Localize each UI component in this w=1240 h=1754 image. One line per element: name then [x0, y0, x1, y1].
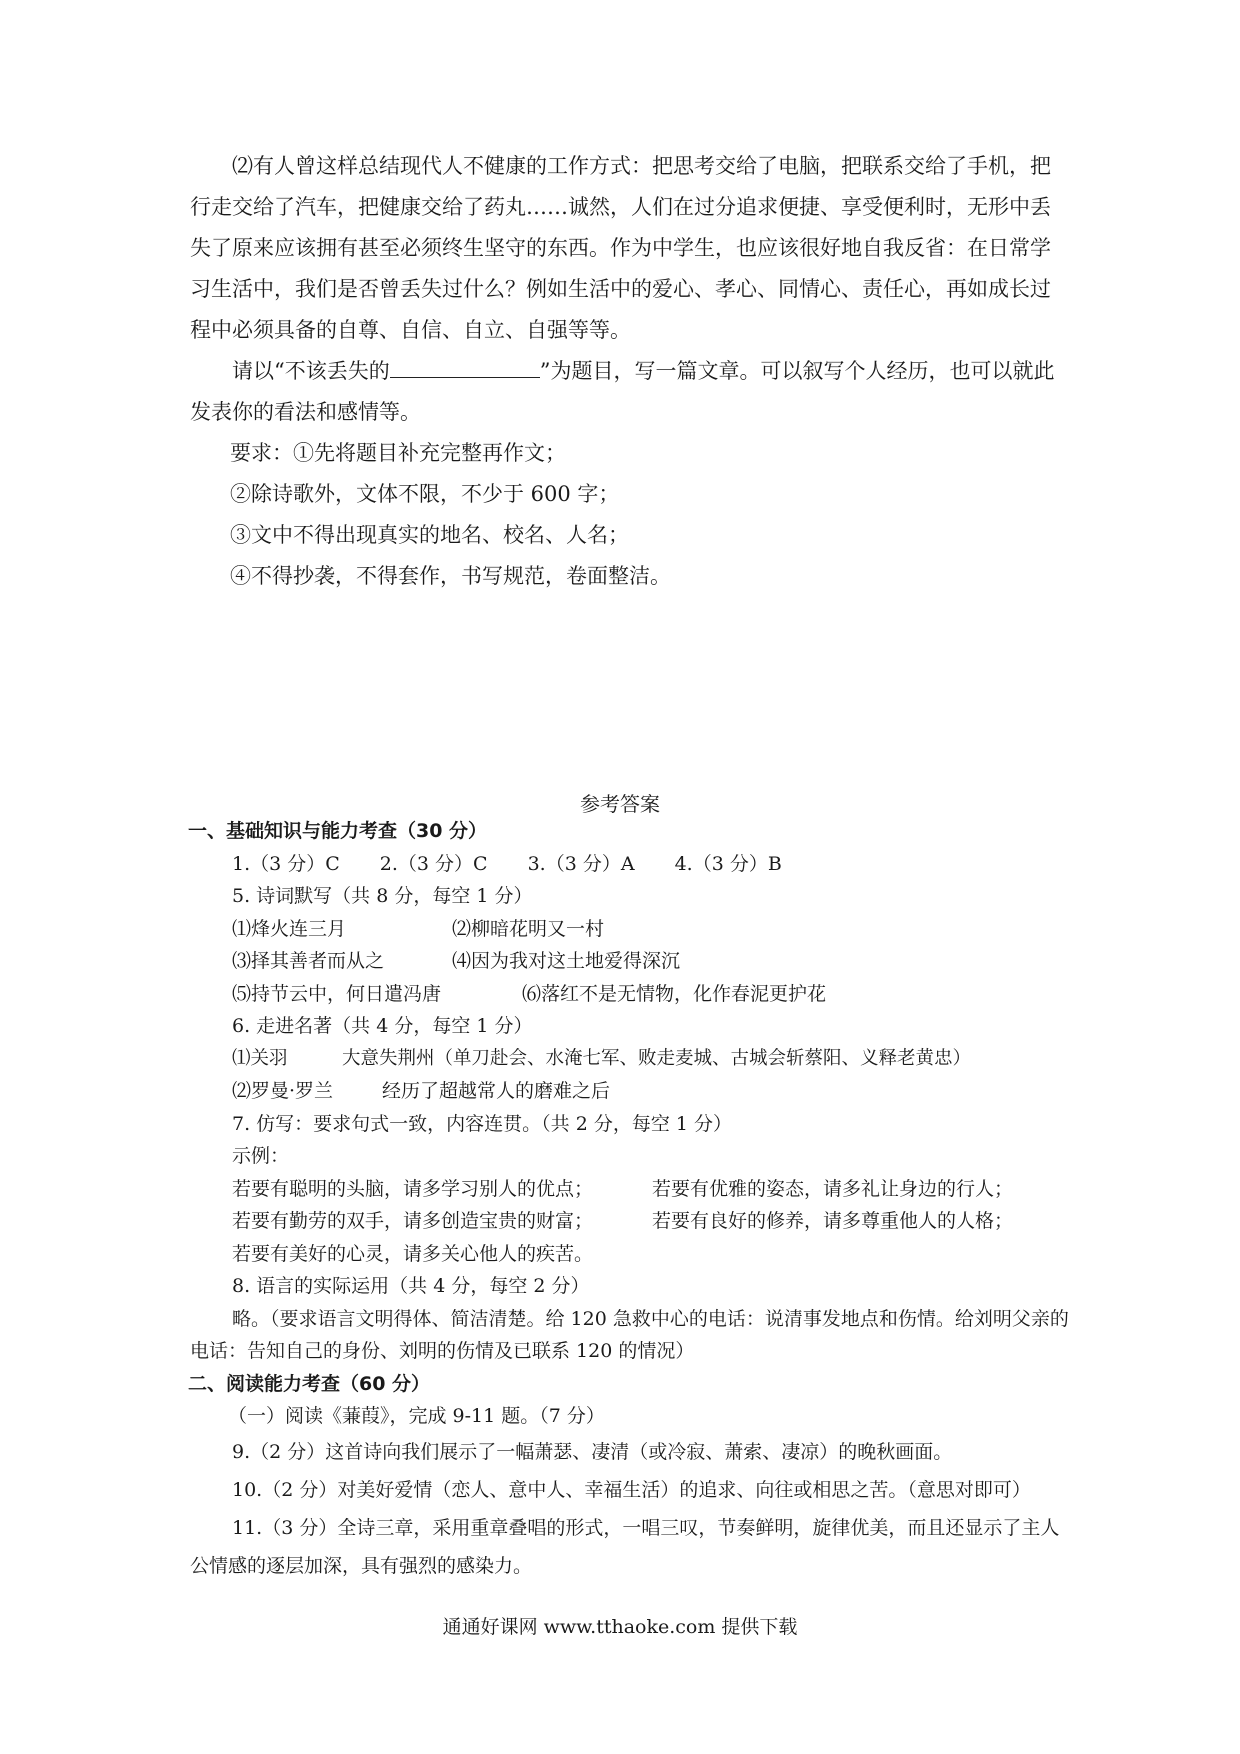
essay-prompt [190, 146, 1070, 433]
q5-row-1 [190, 913, 1070, 946]
q9-answer: 9.（2 分）这首诗向我们展示了一幅萧瑟、凄清（或冷寂、萧索、凄凉）的晚秋画面。 [232, 1440, 953, 1463]
q5-title: 5. 诗词默写（共 8 分，每空 1 分） [232, 885, 533, 907]
q5-answer-3: ⑶择其善者而从之 [232, 950, 385, 972]
q5-row-3 [190, 978, 1070, 1011]
instruction-end: ”为题目，写一篇文章。可以叙写个人经历，也可以就此发表你的看法和感情等。 [190, 359, 1055, 424]
q6-answer-2: 大意失荆州（单刀赴会、水淹七军、败走麦城、古城会斩蔡阳、义释老黄忠） [342, 1047, 972, 1069]
section-1-heading: 一、基础知识与能力考查（30 分） [188, 820, 488, 842]
q5-answer-6: ⑹落红不是无情物，化作春泥更护花 [522, 982, 827, 1005]
q7-example-label: 示例： [232, 1145, 290, 1167]
q7-sentence-3: 若要有勤劳的双手，请多创造宝贵的财富； [232, 1210, 594, 1232]
q6-answer-3: ⑵罗曼·罗兰 [232, 1080, 334, 1102]
q7-title: 7. 仿写：要求句式一致，内容连贯。（共 2 分，每空 1 分） [232, 1112, 733, 1135]
q7-row-3 [190, 1238, 1070, 1271]
q7-row-1 [190, 1173, 1070, 1206]
q6-row-2 [190, 1075, 1070, 1108]
q6-answer-4: 经历了超越常人的磨难之后 [382, 1080, 611, 1102]
requirement-1: 要求：①先将题目补充完整再作文； [230, 441, 566, 465]
reading-1-title: （一）阅读《蒹葭》，完成 9-11 题。（7 分） [228, 1405, 605, 1427]
q5-answer-1: ⑴烽火连三月 [232, 917, 347, 940]
mc-answer-4: 4.（3 分）B [674, 852, 782, 875]
q5-answer-4: ⑷因为我对这土地爱得深沉 [452, 950, 681, 972]
page-footer: 通通好课网 www.tthaoke.com 提供下载 [442, 1616, 798, 1638]
q7-row-2 [190, 1205, 1070, 1238]
q5-answer-2: ⑵柳暗花明又一村 [452, 917, 605, 940]
q10-answer: 10.（2 分）对美好爱情（恋人、意中人、幸福生活）的追求、向往或相思之苦。（意思对即可） [232, 1478, 1031, 1501]
q6-row-1 [190, 1043, 1070, 1076]
q7-sentence-2: 若要有优雅的姿态，请多礼让身边的行人； [652, 1177, 1014, 1200]
q7-sentence-5: 若要有美好的心灵，请多关心他人的疾苦。 [232, 1242, 594, 1265]
essay-requirements [190, 433, 1070, 597]
mc-answer-2: 2.（3 分）C [379, 852, 488, 875]
requirement-3: ③文中不得出现真实的地名、校名、人名； [230, 523, 629, 547]
q7-sentence-1: 若要有聪明的头脑，请多学习别人的优点； [232, 1177, 594, 1200]
q8-title: 8. 语言的实际运用（共 4 分，每空 2 分） [232, 1275, 590, 1297]
q5-row-2 [190, 945, 1070, 978]
q5-answer-5: ⑸持节云中，何日遣冯唐 [232, 982, 442, 1005]
q7-sentence-4: 若要有良好的修养，请多尊重他人的人格； [652, 1210, 1014, 1232]
answers-title: 参考答案 [580, 792, 660, 816]
mc-answer-3: 3.（3 分）A [527, 852, 635, 875]
mc-answer-1: 1.（3 分）C [232, 852, 340, 875]
section-2-heading: 二、阅读能力考查（60 分） [188, 1372, 431, 1395]
title-blank [390, 355, 540, 378]
q8-answer: 略。（要求语言文明得体、简洁清楚。给 120 急救中心的电话：说清事发地点和伤情。给刘明父亲的电话：告知自己的身份、刘明的伤情及已联系 120 的情况） [190, 1307, 1069, 1362]
requirement-2: ②除诗歌外，文体不限，不少于 600 字； [230, 482, 620, 506]
q6-title: 6. 走进名著（共 4 分，每空 1 分） [232, 1015, 533, 1037]
multiple-choice-answers [190, 848, 1070, 881]
essay-instruction [190, 351, 1070, 433]
answer-key [190, 815, 1070, 1585]
q11-answer: 11.（3 分）全诗三章，采用重章叠唱的形式，一唱三叹，节奏鲜明，旋律优美，而且还显示了主人公情感的逐层加深，具有强烈的感染力。 [190, 1516, 1060, 1577]
instruction-start: 请以“不该丢失的 [232, 359, 390, 383]
essay-paragraph-1: ⑵有人曾这样总结现代人不健康的工作方式：把思考交给了电脑，把联系交给了手机，把行走交给了汽车，把健康交给了药丸……诚然，人们在过分追求便捷、享受便利时，无形中丢失了原来应该拥有甚至必须终生坚守的东西。作为中学生，也应该很好地自我反省：在日常学习生活中，我们是否曾丢失过什么？例如生活中的爱心、孝心、同情心、责任心，再如成长过程中必须具备的自尊、自信、自立、自强等等。 [190, 154, 1051, 342]
requirement-4: ④不得抄袭，不得套作，书写规范，卷面整洁。 [230, 564, 671, 588]
q6-answer-1: ⑴关羽 [232, 1047, 288, 1069]
